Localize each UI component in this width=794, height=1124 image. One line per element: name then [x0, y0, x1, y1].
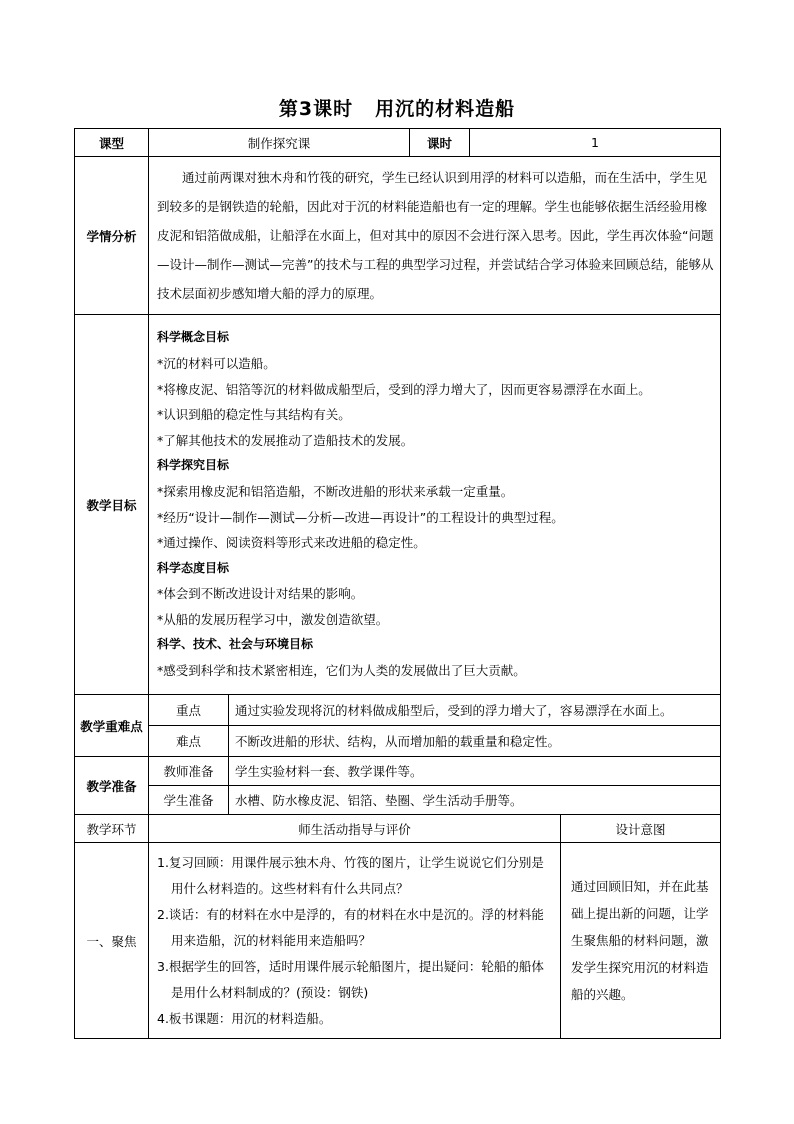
process-steps	[149, 843, 561, 1039]
page-title	[0, 94, 794, 121]
difficult-point-row	[75, 726, 721, 757]
goal-heading: 科学、技术、社会与环境目标	[157, 637, 314, 652]
teacher-prep-text: 学生实验材料一套、教学课件等。	[229, 757, 721, 786]
teacher-prep-label: 教师准备	[149, 757, 229, 786]
process-row	[75, 843, 721, 1039]
student-prep-text: 水槽、防水橡皮泥、铝箔、垫圈、学生活动手册等。	[229, 786, 721, 815]
goal-item: *沉的材料可以造船。	[157, 355, 276, 371]
goal-item: *了解其他技术的发展推动了造船技术的发展。	[157, 432, 414, 448]
preparation-label: 教学准备	[75, 757, 149, 815]
teacher-prep-row	[75, 757, 721, 786]
goal-heading: 科学概念目标	[157, 330, 230, 345]
key-label: 重点	[149, 695, 229, 726]
type-value: 制作探究课	[149, 129, 410, 157]
key-point-row	[75, 695, 721, 726]
lesson-number: 第3课时	[278, 98, 354, 120]
goal-item: *认识到船的稳定性与其结构有关。	[157, 407, 351, 423]
process-step: 2.谈话：有的材料在水中是浮的，有的材料在水中是沉的。浮的材料能用来造船，沉的材料能用来造船吗？	[157, 906, 544, 948]
difficult-text: 不断改进船的形状、结构，从而增加船的载重量和稳定性。	[229, 726, 721, 757]
lesson-name: 用沉的材料造船	[375, 98, 516, 120]
student-prep-label: 学生准备	[149, 786, 229, 815]
process-col-intent: 设计意图	[561, 815, 721, 843]
goal-item: *体会到不断改进设计对结果的影响。	[157, 586, 364, 602]
goals-list	[149, 315, 721, 695]
period-value: 1	[470, 129, 721, 157]
key-text: 通过实验发现将沉的材料做成船型后，受到的浮力增大了，容易漂浮在水面上。	[229, 695, 721, 726]
key-points-label: 教学重难点	[75, 695, 149, 757]
process-col-stage: 教学环节	[75, 815, 149, 843]
difficult-label: 难点	[149, 726, 229, 757]
goal-item: *经历“设计—制作—测试—分析—改进—再设计”的工程设计的典型过程。	[157, 509, 564, 525]
analysis-text: 通过前两课对独木舟和竹筏的研究，学生已经认识到用浮的材料可以造船，而在生活中，学生见到较多的是钢铁造的轮船，因此对于沉的材料能造船也有一定的理解。学生也能够依据生活经验用橡皮泥和铝箔做成船，让船浮在水面上，但对其中的原因不会进行深入思考。因此，学生再次体验“问题—设计—制作—测试—完善”的技术与工程的典型学习过程，并尝试结合学习体验来回顾总结，能够从技术层面初步感知增大船的浮力的原理。	[149, 157, 721, 315]
process-stage: 一、聚焦	[75, 843, 149, 1039]
analysis-label: 学情分析	[75, 157, 149, 315]
goal-item: *通过操作、阅读资料等形式来改进船的稳定性。	[157, 535, 426, 551]
goal-item: *探索用橡皮泥和铝箔造船，不断改进船的形状来承载一定重量。	[157, 483, 514, 499]
info-row	[75, 129, 721, 157]
goal-heading: 科学态度目标	[157, 560, 230, 575]
analysis-row	[75, 157, 721, 315]
goals-label: 教学目标	[75, 315, 149, 695]
process-step: 1.复习回顾：用课件展示独木舟、竹筏的图片，让学生说说它们分别是用什么材料造的。这些材料有什么共同点？	[157, 854, 544, 896]
goal-heading: 科学探究目标	[157, 458, 230, 473]
process-step: 3.根据学生的回答，适时用课件展示轮船图片，提出疑问：轮船的船体是用什么材料制成的？(预设：钢铁)	[157, 958, 544, 1000]
type-label: 课型	[75, 129, 149, 157]
lesson-plan-table	[74, 128, 721, 1039]
process-intent: 通过回顾旧知，并在此基础上提出新的问题，让学生聚焦船的材料问题，激发学生探究用沉的材料造船的兴趣。	[561, 843, 721, 1039]
goal-item: *从船的发展历程学习中，激发创造欲望。	[157, 611, 389, 627]
goals-row	[75, 315, 721, 695]
process-col-activity: 师生活动指导与评价	[149, 815, 561, 843]
period-label: 课时	[410, 129, 470, 157]
goal-item: *将橡皮泥、铝箔等沉的材料做成船型后，受到的浮力增大了，因而更容易漂浮在水面上。	[157, 381, 651, 397]
goal-item: *感受到科学和技术紧密相连，它们为人类的发展做出了巨大贡献。	[157, 663, 526, 679]
process-header-row	[75, 815, 721, 843]
student-prep-row	[75, 786, 721, 815]
process-step: 4.板书课题：用沉的材料造船。	[157, 1010, 332, 1026]
